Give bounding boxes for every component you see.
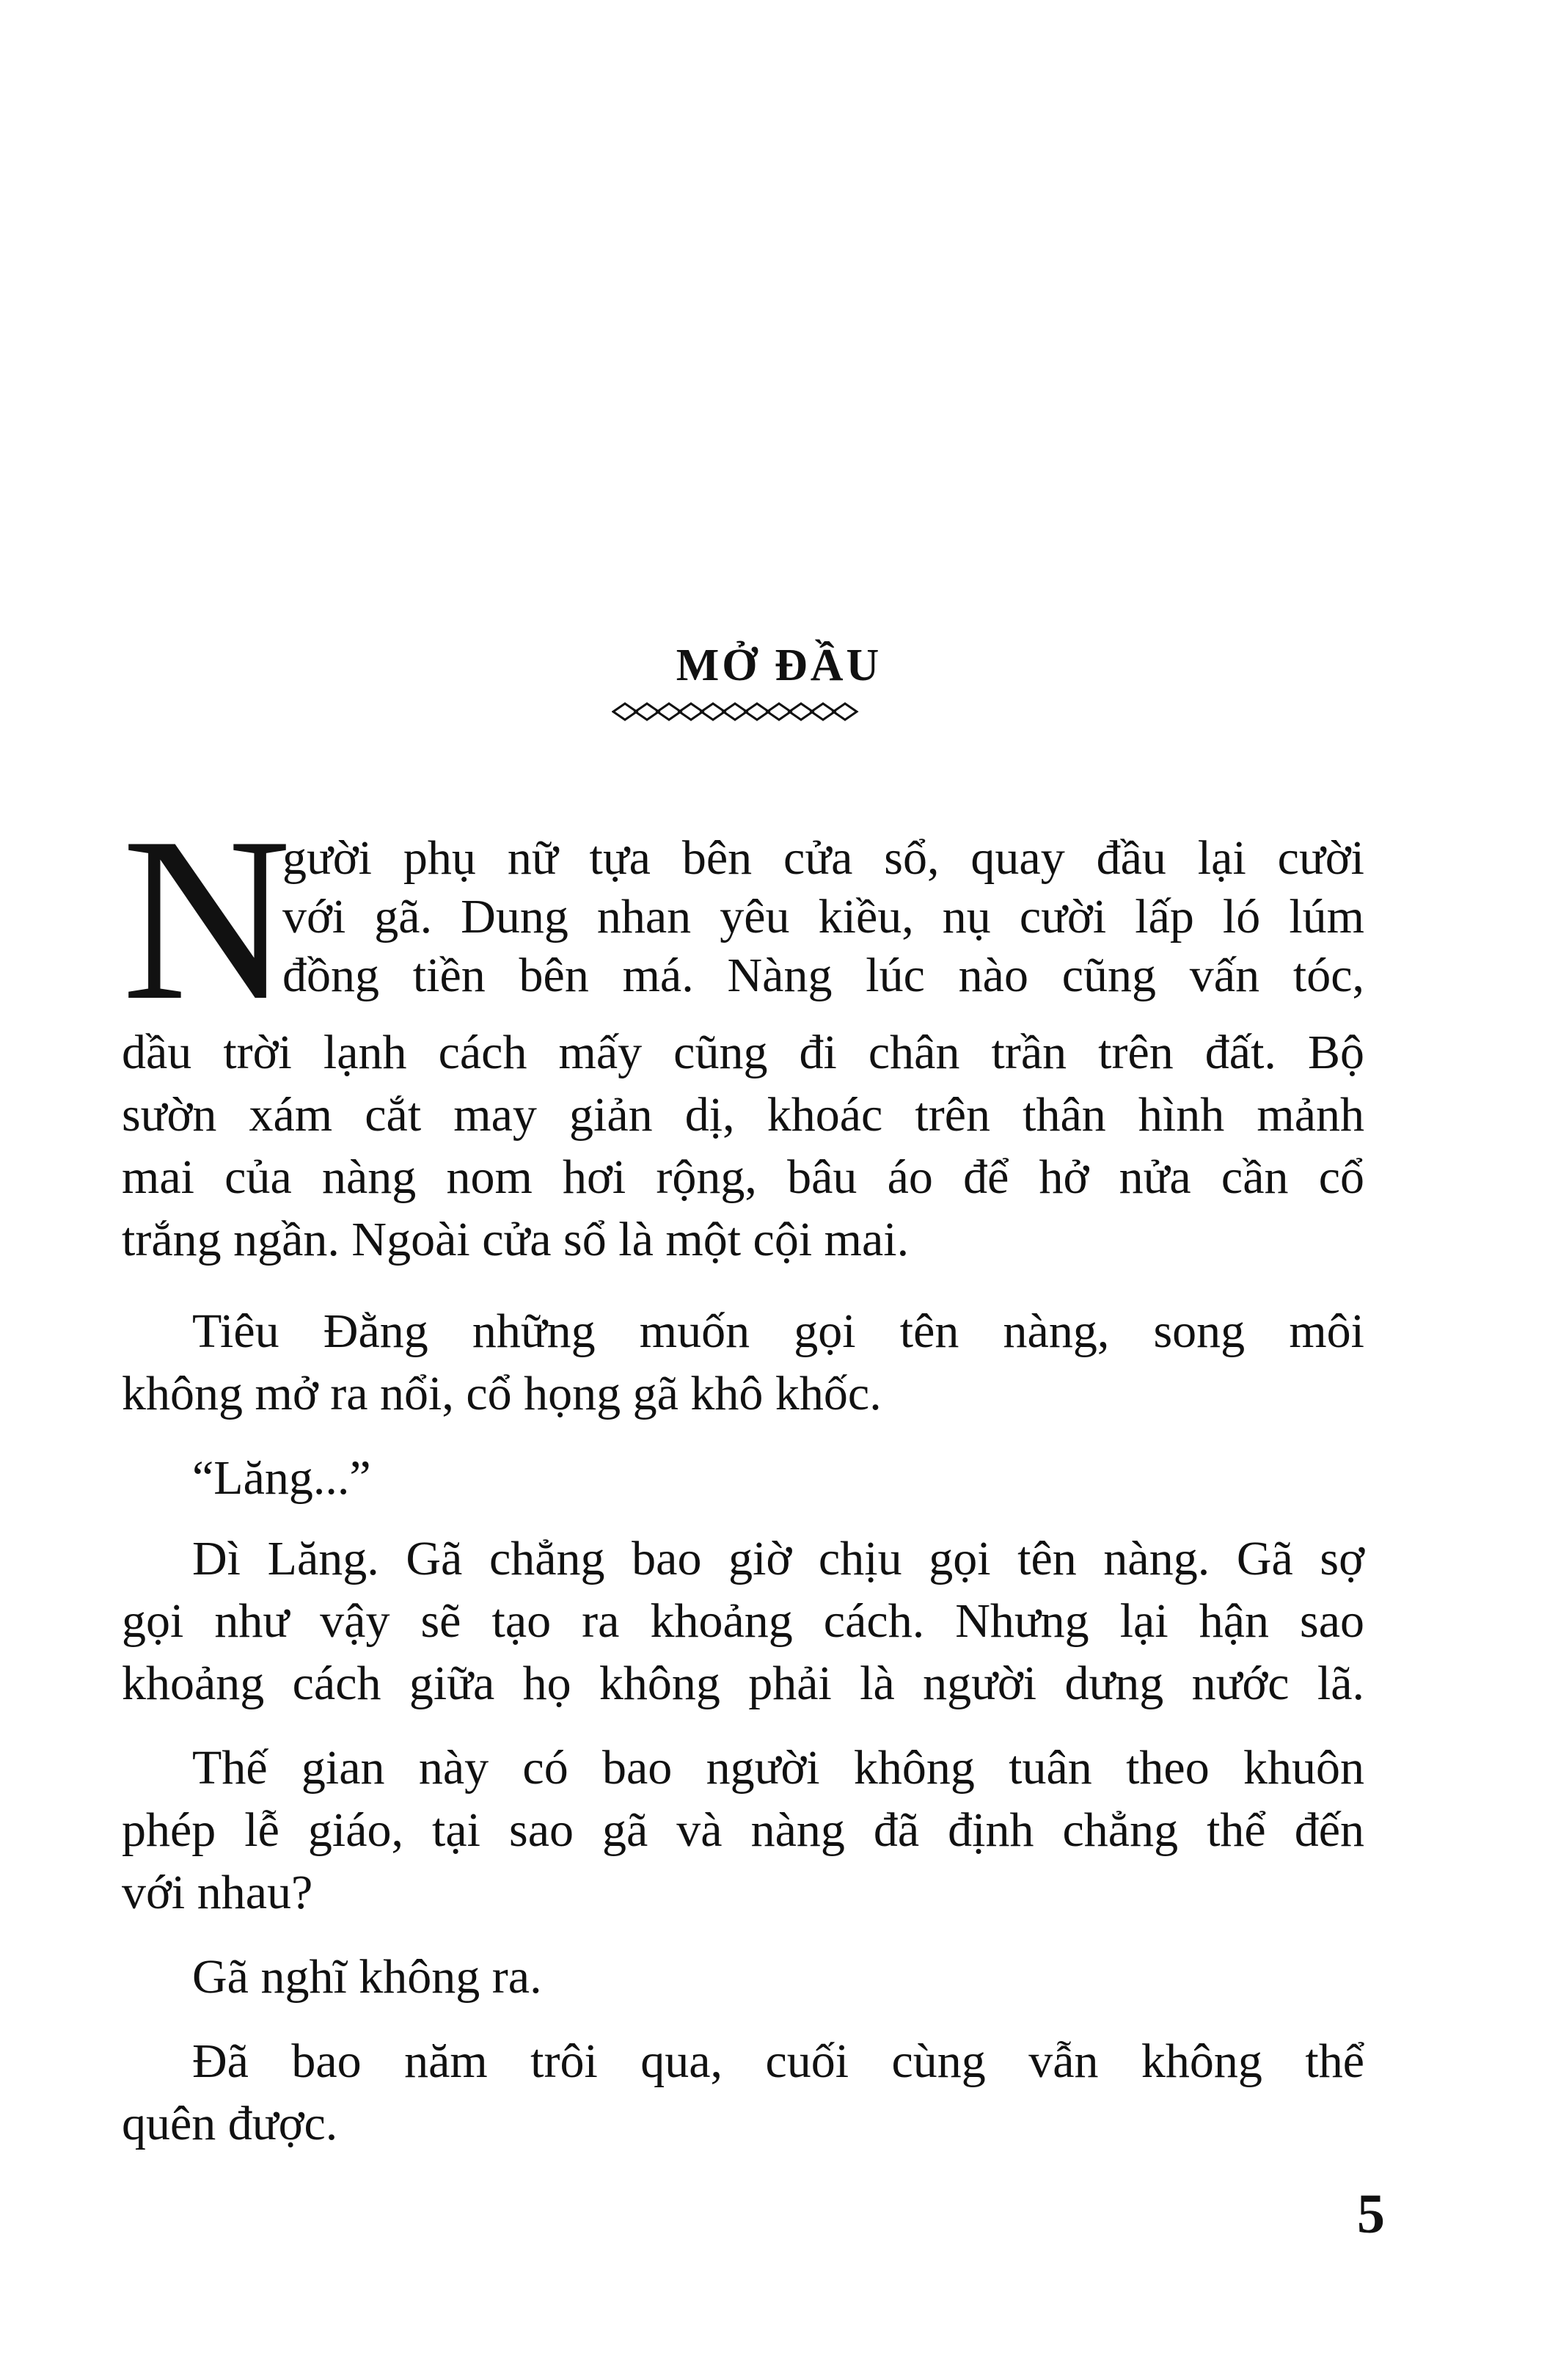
text-line: “Lăng...” xyxy=(192,1451,371,1505)
text-line: khoảng cách giữa họ không phải là người dưng nước lã. xyxy=(122,1657,1364,1710)
text-line: Dì Lăng. Gã chẳng bao giờ chịu gọi tên nàng. Gã sợ xyxy=(192,1532,1364,1585)
diamond-ornament xyxy=(612,701,876,723)
ornament-diamond xyxy=(635,704,659,720)
text-line: Tiêu Đằng những muốn gọi tên nàng, song môi xyxy=(192,1304,1364,1358)
ornament-diamond xyxy=(811,704,835,720)
drop-cap: N xyxy=(122,789,292,1049)
text-line: sườn xám cắt may giản dị, khoác trên thân hình mảnh xyxy=(122,1088,1364,1142)
text-line: với nhau? xyxy=(122,1866,313,1919)
ornament-diamond xyxy=(789,704,813,720)
ornament-diamond xyxy=(657,704,681,720)
ornament-diamond xyxy=(613,704,637,720)
text-line: Gã nghĩ không ra. xyxy=(192,1950,542,2004)
text-line: Đã bao năm trôi qua, cuối cùng vẫn không thể xyxy=(192,2034,1364,2088)
ornament-diamond xyxy=(723,704,747,720)
text-line: không mở ra nổi, cổ họng gã khô khốc. xyxy=(122,1367,882,1420)
chapter-title: MỞ ĐẦU xyxy=(676,640,882,690)
ornament-diamond xyxy=(833,704,857,720)
text-line: gọi như vậy sẽ tạo ra khoảng cách. Nhưng lại hận sao xyxy=(122,1594,1364,1648)
text-line: Thế gian này có bao người không tuân theo khuôn xyxy=(192,1741,1364,1795)
ornament-diamond xyxy=(767,704,791,720)
text-line: dầu trời lạnh cách mấy cũng đi chân trần trên đất. Bộ xyxy=(122,1026,1364,1079)
ornament-diamond xyxy=(745,704,769,720)
text-line: quên được. xyxy=(122,2097,338,2150)
text-line: với gã. Dung nhan yêu kiều, nụ cười lấp ló lúm xyxy=(282,890,1364,943)
ornament-diamond xyxy=(701,704,725,720)
text-line: mai của nàng nom hơi rộng, bâu áo để hở nửa cần cổ xyxy=(122,1150,1364,1204)
text-line: đồng tiền bên má. Nàng lúc nào cũng vấn tóc, xyxy=(282,949,1364,1002)
text-line: phép lễ giáo, tại sao gã và nàng đã định chẳng thể đến xyxy=(122,1803,1364,1857)
text-line: gười phụ nữ tựa bên cửa sổ, quay đầu lại cười xyxy=(282,831,1364,885)
page-number: 5 xyxy=(1357,2183,1385,2245)
text-line: trắng ngần. Ngoài cửa sổ là một cội mai. xyxy=(122,1213,910,1266)
ornament-diamond xyxy=(679,704,703,720)
